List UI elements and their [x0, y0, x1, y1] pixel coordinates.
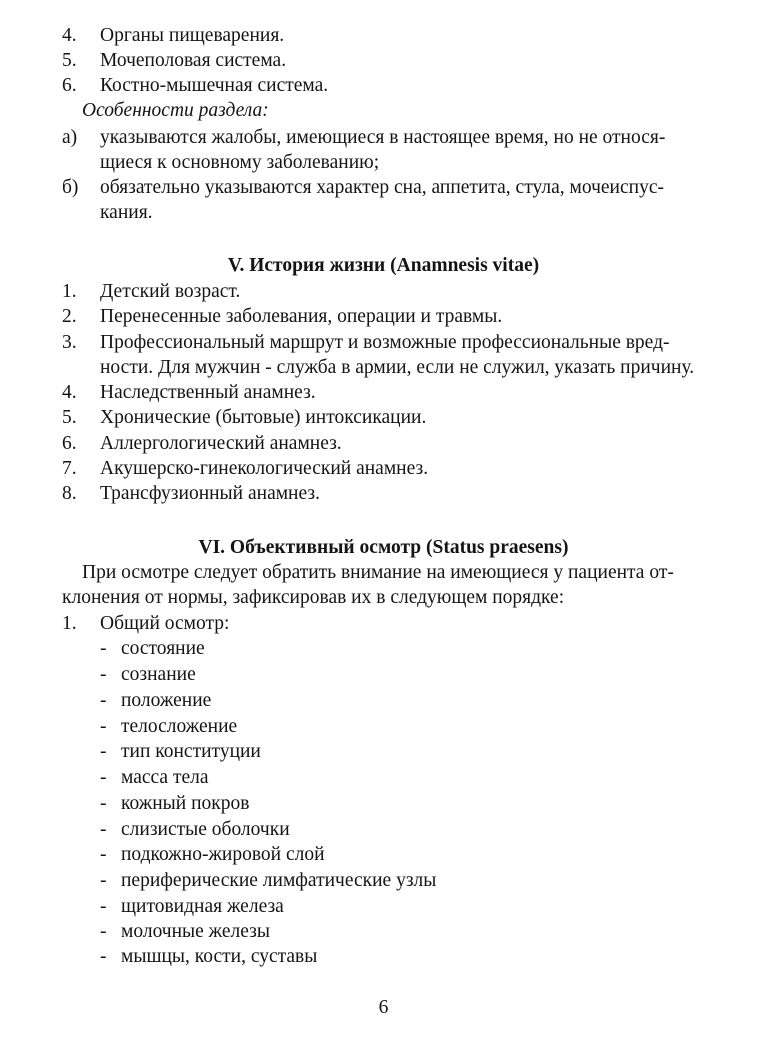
sub-list-item: состояние	[121, 638, 205, 659]
dash-bullet: -	[100, 638, 107, 659]
sub-list-item: молочные железы	[121, 921, 270, 942]
list-item: Детский возраст.	[100, 281, 241, 302]
sub-list-item: мышцы, кости, суставы	[121, 946, 318, 967]
sub-list-item: масса тела	[121, 767, 209, 788]
dash-bullet: -	[100, 844, 107, 865]
dash-bullet: -	[100, 767, 107, 788]
dash-bullet: -	[100, 793, 107, 814]
list-item: Органы пищеварения.	[100, 25, 285, 46]
list-item-line: кания.	[100, 202, 153, 223]
list-marker: б)	[62, 177, 79, 198]
page-number: 6	[378, 997, 389, 1018]
list-number: 3.	[62, 332, 77, 353]
sub-list-item: периферические лимфатические узлы	[121, 870, 437, 891]
sub-list-item: слизистые оболочки	[121, 819, 290, 840]
list-item-line: ности. Для мужчин - служба в армии, если не служил, указать причину.	[100, 357, 695, 378]
list-item: Мочеполовая система.	[100, 50, 287, 71]
list-number: 2.	[62, 306, 77, 327]
dash-bullet: -	[100, 716, 107, 737]
dash-bullet: -	[100, 921, 107, 942]
list-item: Трансфузионный анамнез.	[100, 483, 320, 504]
list-number: 7.	[62, 458, 77, 479]
sub-list-item: сознание	[121, 664, 196, 685]
list-number: 6.	[62, 433, 77, 454]
section-heading: V. История жизни (Anamnesis vitae)	[227, 255, 540, 276]
sub-list-item: подкожно-жировой слой	[121, 844, 325, 865]
list-number: 6.	[62, 75, 77, 96]
list-item: Костно-мышечная система.	[100, 75, 329, 96]
list-marker: а)	[62, 127, 78, 148]
list-number: 4.	[62, 25, 77, 46]
dash-bullet: -	[100, 741, 107, 762]
sub-list-item: телосложение	[121, 716, 238, 737]
dash-bullet: -	[100, 690, 107, 711]
dash-bullet: -	[100, 870, 107, 891]
list-item-title: Общий осмотр:	[100, 613, 230, 634]
features-label: Особенности раздела:	[82, 100, 269, 121]
sub-list-item: тип конституции	[121, 741, 261, 762]
list-item: Перенесенные заболевания, операции и травмы.	[100, 306, 503, 327]
list-item: Наследственный анамнез.	[100, 382, 316, 403]
dash-bullet: -	[100, 946, 107, 967]
intro-paragraph-line: При осмотре следует обратить внимание на имеющиеся у пациента от-	[82, 562, 674, 583]
sub-list-item: щитовидная железа	[121, 896, 284, 917]
dash-bullet: -	[100, 664, 107, 685]
sub-list-item: кожный покров	[121, 793, 250, 814]
list-item: Акушерско-гинекологический анамнез.	[100, 458, 429, 479]
list-item-line: указываются жалобы, имеющиеся в настоящее время, но не относя-	[100, 127, 666, 148]
list-item: Хронические (бытовые) интоксикации.	[100, 407, 427, 428]
section-heading: VI. Объективный осмотр (Status praesens)	[198, 537, 569, 558]
dash-bullet: -	[100, 896, 107, 917]
dash-bullet: -	[100, 819, 107, 840]
list-number: 1.	[62, 281, 77, 302]
list-number: 5.	[62, 50, 77, 71]
list-number: 4.	[62, 382, 77, 403]
intro-paragraph-line: клонения от нормы, зафиксировав их в следующем порядке:	[62, 587, 565, 608]
list-item: Аллергологический анамнез.	[100, 433, 342, 454]
list-item-line: щиеся к основному заболеванию;	[100, 152, 380, 173]
list-number: 1.	[62, 613, 77, 634]
list-item-line: обязательно указываются характер сна, аппетита, стула, мочеиспус-	[100, 177, 664, 198]
sub-list-item: положение	[121, 690, 212, 711]
list-number: 5.	[62, 407, 77, 428]
list-item: Профессиональный маршрут и возможные профессиональные вред-	[100, 332, 670, 353]
list-number: 8.	[62, 483, 77, 504]
